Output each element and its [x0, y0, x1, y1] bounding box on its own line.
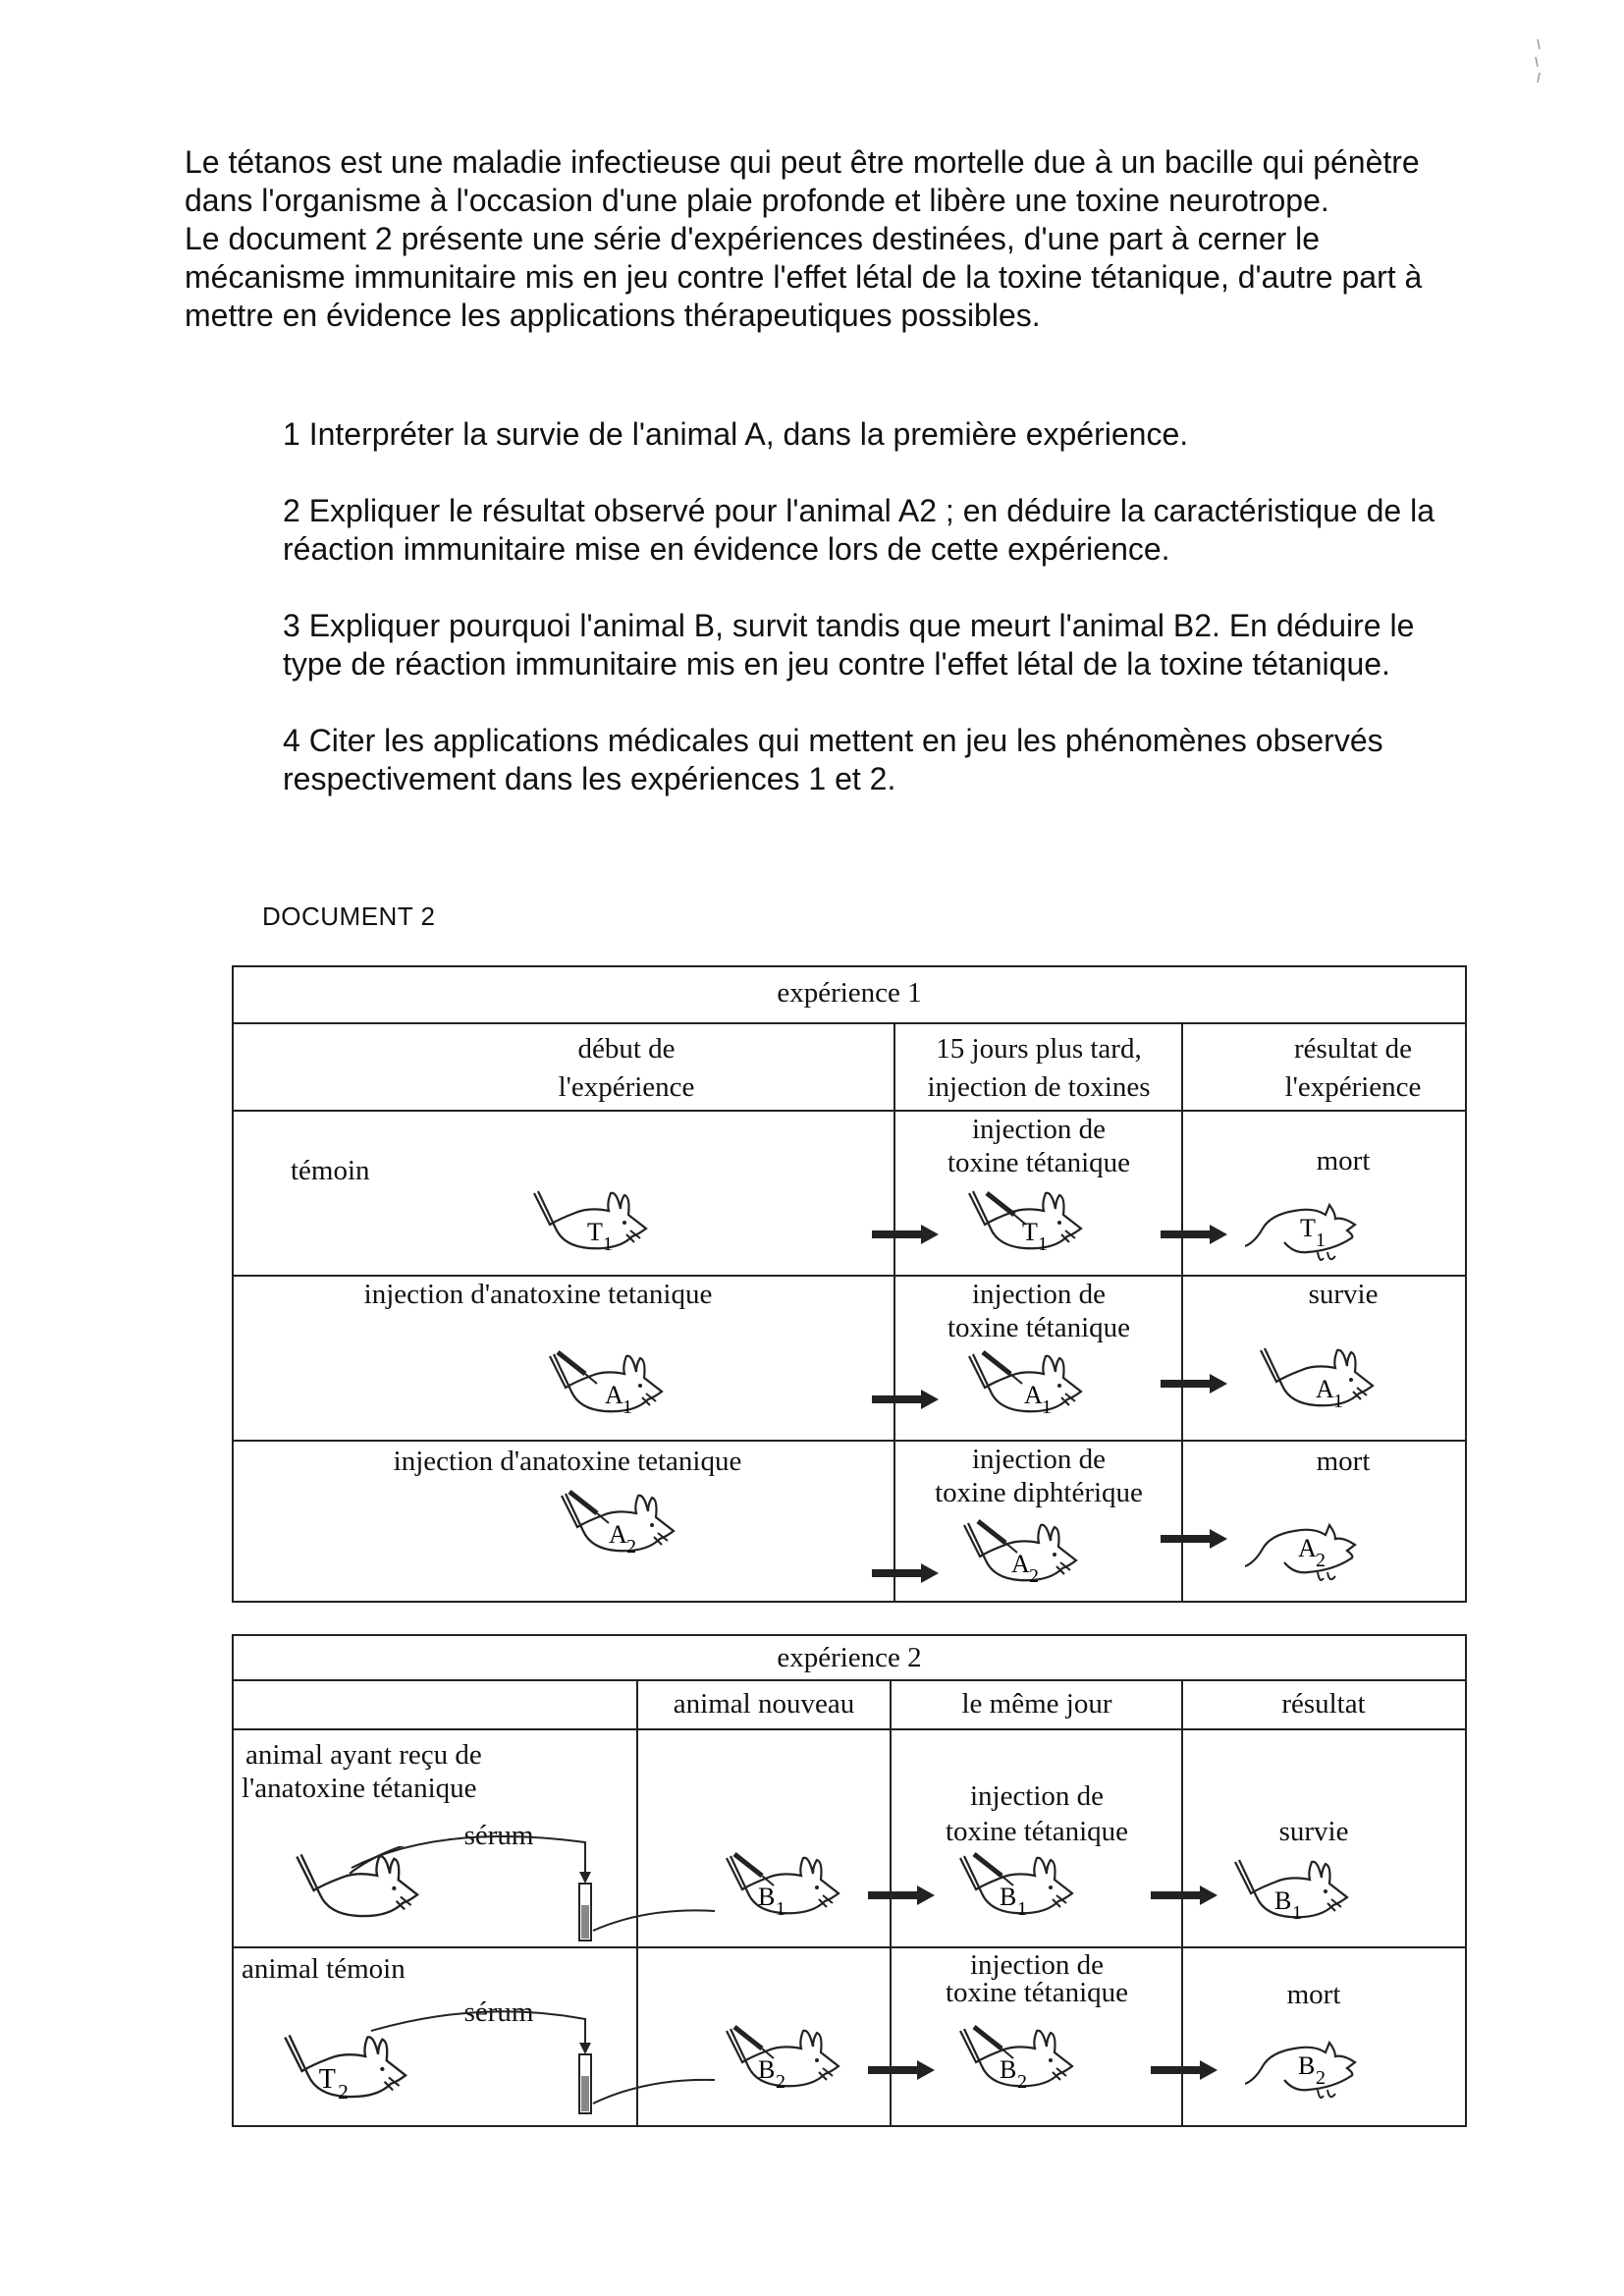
svg-text:2: 2 — [626, 1536, 636, 1558]
row2-injection-line1: injection de — [971, 1279, 1107, 1310]
exp2-row1-label-line1: animal ayant reçu de — [245, 1739, 482, 1771]
svg-text:A: A — [1298, 1534, 1317, 1562]
questions-list — [283, 415, 1461, 837]
svg-text:T: T — [318, 2064, 336, 2096]
svg-text:A: A — [1024, 1381, 1043, 1409]
mouse-a1-injected-icon — [965, 1348, 1093, 1427]
header-result: résultat — [1281, 1688, 1366, 1720]
mouse-a1-icon — [546, 1348, 674, 1427]
intro-text — [185, 143, 1451, 335]
experience-1-title: expérience 1 — [777, 977, 922, 1009]
mouse-t1-injected-icon — [965, 1185, 1093, 1264]
arrow-icon — [1161, 1527, 1229, 1551]
header-new-animal: animal nouveau — [673, 1688, 855, 1720]
exp2-row2-label: animal témoin — [242, 1953, 406, 1985]
mouse-b1-injected-icon — [956, 1850, 1084, 1929]
svg-text:2: 2 — [1316, 2067, 1326, 2089]
mouse-a1-alive-icon — [1257, 1342, 1384, 1421]
question-2: 2 Expliquer le résultat observé pour l'animal A2 ; en déduire la caractéristique de la réaction immunitaire mise en évidence lors de cette expérience. — [283, 493, 1435, 567]
arrow-icon — [872, 1223, 941, 1246]
question-3: 3 Expliquer pourquoi l'animal B, survit tandis que meurt l'animal B2. En déduire le type de réaction immunitaire mis en jeu contre l'effet létal de la toxine tétanique. — [283, 608, 1415, 682]
row1-injection-line1: injection de — [971, 1114, 1107, 1145]
svg-text:1: 1 — [1292, 1902, 1302, 1924]
question-4: 4 Citer les applications médicales qui mettent en jeu les phénomènes observés respectivement dans les expériences 1 et 2. — [283, 723, 1383, 796]
intro-paragraph-2: Le document 2 présente une série d'expériences destinées, d'une part à cerner le mécanisme immunitaire mis en jeu contre l'effet létal de la toxine tétanique, d'autre part à mettre en évidence les applications thérapeutiques possibles. — [185, 221, 1423, 333]
svg-text:1: 1 — [603, 1233, 613, 1255]
svg-text:1: 1 — [1333, 1391, 1343, 1412]
experience-2-table — [232, 1634, 1467, 2127]
svg-text:1: 1 — [623, 1396, 632, 1418]
svg-text:2: 2 — [1017, 2071, 1027, 2093]
question-1: 1 Interpréter la survie de l'animal A, dans la première expérience. — [283, 416, 1189, 452]
arrow-icon — [868, 2058, 937, 2082]
experience-1-table — [232, 965, 1467, 1603]
svg-text:2: 2 — [1029, 1565, 1039, 1587]
intro-paragraph-1: Le tétanos est une maladie infectieuse qui peut être mortelle due à un bacille qui pénètre dans l'organisme à l'occasion d'une plaie profonde et libère une toxine neurotrope. — [185, 144, 1420, 218]
exp2-row1-result: survie — [1278, 1816, 1349, 1847]
header-result-line1: résultat de — [1294, 1033, 1412, 1065]
svg-text:1: 1 — [776, 1898, 785, 1920]
exp2-row2-serum: sérum — [463, 1996, 534, 2028]
header-start-line1: début de — [577, 1033, 676, 1065]
exp2-row1-injection-line2: toxine tétanique — [945, 1816, 1129, 1847]
svg-text:B: B — [1000, 1883, 1017, 1911]
svg-text:1: 1 — [1042, 1396, 1052, 1418]
arrow-icon — [1161, 1223, 1229, 1246]
svg-text:T: T — [1300, 1214, 1316, 1242]
arrow-icon — [868, 1884, 937, 1907]
svg-text:A: A — [605, 1381, 623, 1409]
header-same-day: le même jour — [961, 1688, 1112, 1720]
row2-injection-line2: toxine tétanique — [947, 1312, 1131, 1343]
svg-text:2: 2 — [338, 2080, 349, 2104]
mouse-b1-icon — [723, 1850, 850, 1929]
row3-label: injection d'anatoxine tetanique — [393, 1446, 742, 1477]
row3-injection-line1: injection de — [971, 1444, 1107, 1475]
exp2-row2-injection-line2: toxine tétanique — [945, 1977, 1129, 2008]
exp2-row2-result: mort — [1286, 1979, 1341, 2010]
svg-text:B: B — [1000, 2055, 1017, 2084]
header-later-line2: injection de toxines — [927, 1071, 1151, 1103]
svg-text:B: B — [1298, 2051, 1316, 2080]
header-result-line2: l'expérience — [1284, 1071, 1422, 1103]
svg-text:1: 1 — [1017, 1898, 1027, 1920]
mouse-a2-dead-icon — [1245, 1513, 1373, 1592]
mouse-b2-dead-icon — [1245, 2031, 1373, 2109]
svg-text:B: B — [758, 2055, 776, 2084]
row3-result: mort — [1316, 1446, 1371, 1477]
header-start-line2: l'expérience — [558, 1071, 695, 1103]
row-label-temoin: témoin — [291, 1155, 370, 1186]
exp2-row1-label-line2: l'anatoxine tétanique — [242, 1773, 477, 1804]
header-later-line1: 15 jours plus tard, — [936, 1033, 1142, 1065]
row1-injection-line2: toxine tétanique — [947, 1147, 1131, 1178]
svg-text:2: 2 — [776, 2071, 785, 2093]
arrow-icon — [872, 1561, 941, 1585]
exp2-row1-serum: sérum — [463, 1820, 534, 1851]
svg-text:2: 2 — [1316, 1550, 1326, 1571]
exp2-row2-injection-line1: injection de — [969, 1949, 1105, 1981]
document-label: DOCUMENT 2 — [262, 902, 436, 931]
mouse-b1-alive-icon — [1231, 1854, 1359, 1933]
svg-text:1: 1 — [1038, 1233, 1048, 1255]
svg-text:A: A — [609, 1520, 627, 1549]
row1-result: mort — [1316, 1145, 1371, 1176]
scan-mark — [1532, 37, 1545, 86]
arrow-icon — [872, 1388, 941, 1411]
svg-text:A: A — [1316, 1375, 1334, 1403]
svg-text:B: B — [758, 1883, 776, 1911]
svg-text:B: B — [1274, 1886, 1292, 1915]
exp2-row1-injection-line1: injection de — [969, 1780, 1105, 1812]
svg-text:1: 1 — [1316, 1230, 1326, 1251]
arrow-icon — [1151, 1884, 1219, 1907]
experience-2-title: expérience 2 — [777, 1642, 922, 1673]
arrow-icon — [1151, 2058, 1219, 2082]
svg-text:A: A — [1011, 1550, 1030, 1578]
svg-text:T: T — [587, 1218, 603, 1246]
row2-label: injection d'anatoxine tetanique — [363, 1279, 713, 1310]
mouse-b2-injected-icon — [956, 2023, 1084, 2102]
arrow-icon — [1161, 1372, 1229, 1395]
mouse-t1-dead-icon — [1245, 1193, 1373, 1272]
row2-result: survie — [1308, 1279, 1379, 1310]
row3-injection-line2: toxine diphtérique — [935, 1477, 1143, 1508]
mouse-a2-icon — [558, 1488, 685, 1566]
svg-text:T: T — [1022, 1218, 1038, 1246]
mouse-b2-icon — [723, 2023, 850, 2102]
mouse-t1-icon — [530, 1185, 658, 1264]
mouse-a2-injected-icon — [960, 1517, 1088, 1596]
